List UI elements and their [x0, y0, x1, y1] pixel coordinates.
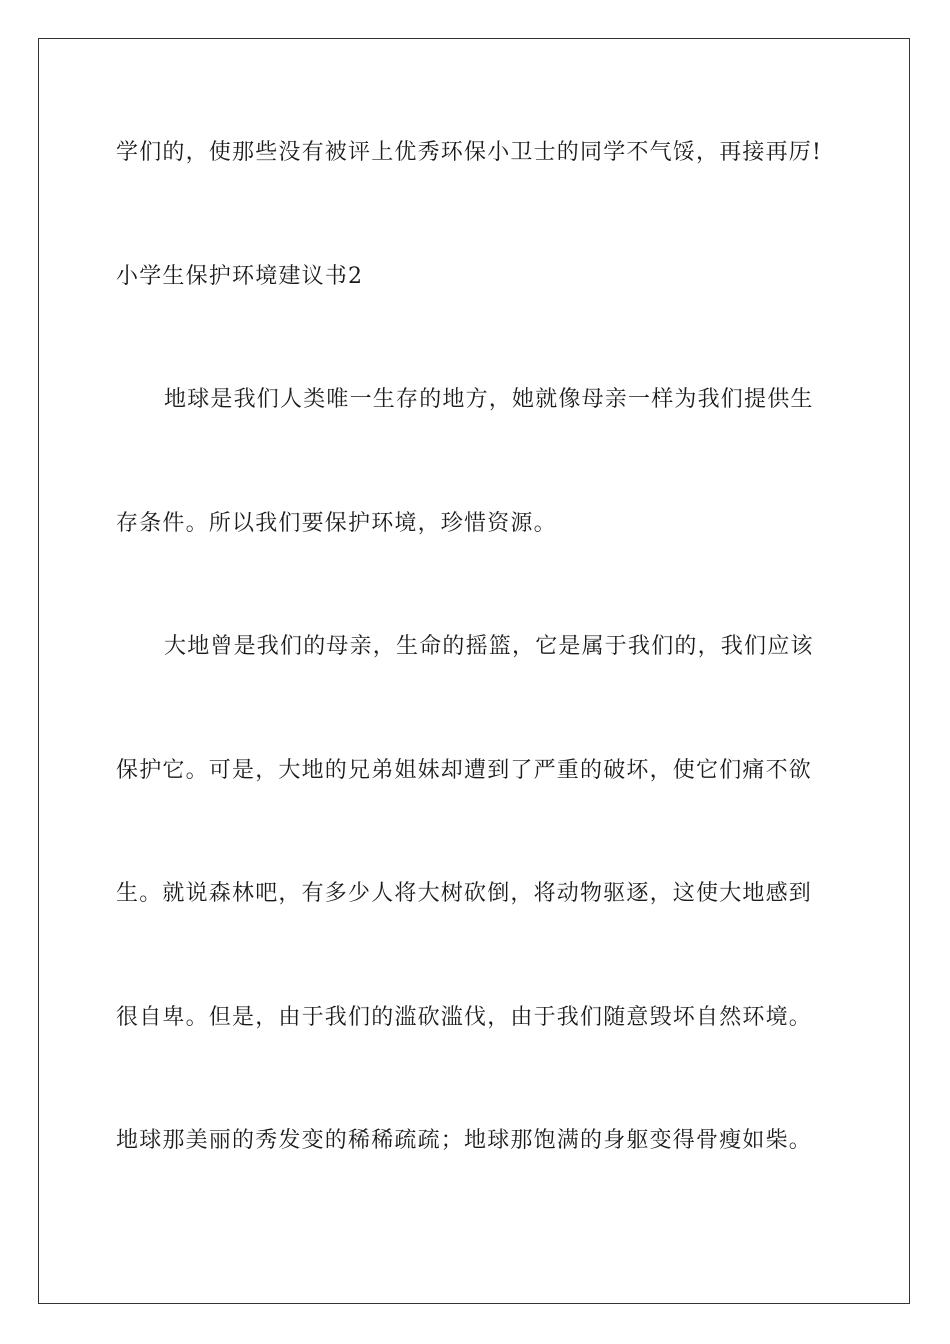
paragraph-2-line-5: 地球那美丽的秀发变的稀稀疏疏；地球那饱满的身躯变得骨瘦如柴。 [116, 1128, 813, 1153]
paragraph-1-line-1: 地球是我们人类唯一生存的地方，她就像母亲一样为我们提供生 [164, 387, 814, 412]
section-heading: 小学生保护环境建议书2 [116, 264, 364, 289]
paragraph-2-line-4: 很自卑。但是，由于我们的滥砍滥伐，由于我们随意毁坏自然环境。 [116, 1005, 813, 1030]
paragraph-1-line-2: 存条件。所以我们要保护环境，珍惜资源。 [116, 511, 557, 536]
text-line-continuation: 学们的，使那些没有被评上优秀环保小卫士的同学不气馁，再接再厉! [116, 140, 823, 165]
paragraph-2-line-3: 生。就说森林吧，有多少人将大树砍倒，将动物驱逐，这使大地感到 [116, 881, 813, 906]
paragraph-2-line-1: 大地曾是我们的母亲，生命的摇篮，它是属于我们的，我们应该 [164, 634, 814, 659]
page-border [38, 38, 910, 1304]
paragraph-2-line-2: 保护它。可是，大地的兄弟姐妹却遭到了严重的破坏，使它们痛不欲 [116, 758, 813, 783]
